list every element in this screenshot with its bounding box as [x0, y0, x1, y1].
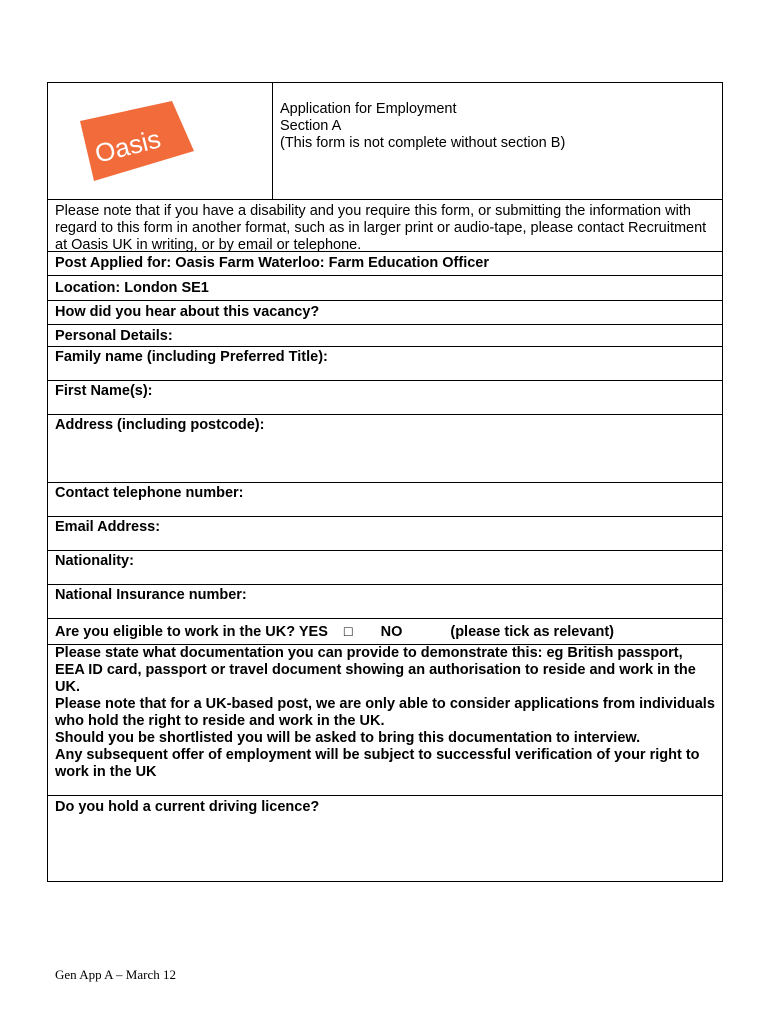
documentation-field[interactable] [48, 644, 722, 795]
title-cell [273, 83, 572, 199]
disability-note: Please note that if you have a disability and you require this form, or submitting the information with regard to this form in another format, such as in larger print or audio-tape, please contact Recruitment at Oasis UK in writing, or by email or telephone. [48, 199, 722, 251]
driving-licence-field[interactable]: Do you hold a current driving licence? [48, 795, 722, 881]
interview-note: Should you be shortlisted you will be asked to bring this documentation to interview. [55, 730, 641, 746]
address-field[interactable]: Address (including postcode): [48, 414, 722, 482]
email-field[interactable]: Email Address: [48, 516, 722, 550]
personal-details-heading: Personal Details: [48, 324, 722, 346]
eligibility-row [48, 618, 722, 644]
location-field: Location: London SE1 [48, 275, 722, 300]
form-header [48, 83, 722, 199]
tick-note: (please tick as relevant) [450, 624, 614, 640]
logo-text: Oasis [91, 123, 164, 169]
vacancy-source-field[interactable]: How did you hear about this vacancy? [48, 300, 722, 324]
no-label[interactable]: NO [380, 624, 403, 640]
yes-checkbox[interactable]: □ [343, 624, 353, 640]
eligibility-question: Are you eligible to work in the UK? YES [55, 624, 328, 640]
form-title: Application for Employment [280, 101, 457, 117]
uk-post-note: Please note that for a UK-based post, we are only able to consider applications from individuals who hold the right to reside and work in the UK. [55, 696, 715, 729]
logo-cell [48, 83, 273, 199]
form-section: Section A [280, 118, 342, 134]
family-name-field[interactable]: Family name (including Preferred Title): [48, 346, 722, 380]
form-completeness-note: (This form is not complete without section B) [280, 135, 566, 151]
application-form [47, 82, 723, 882]
telephone-field[interactable]: Contact telephone number: [48, 482, 722, 516]
oasis-logo [76, 101, 196, 181]
verification-note: Any subsequent offer of employment will be subject to successful verification of your right to work in the UK [55, 747, 700, 780]
post-applied-field[interactable]: Post Applied for: Oasis Farm Waterloo: Farm Education Officer [48, 251, 722, 275]
first-name-field[interactable]: First Name(s): [48, 380, 722, 414]
ni-number-field[interactable]: National Insurance number: [48, 584, 722, 618]
footer-reference: Gen App A – March 12 [55, 967, 176, 982]
documentation-question: Please state what documentation you can provide to demonstrate this: eg British passport, EEA ID card, passport or travel document showing an authorisation to reside and work in the UK. [55, 645, 696, 695]
nationality-field[interactable]: Nationality: [48, 550, 722, 584]
